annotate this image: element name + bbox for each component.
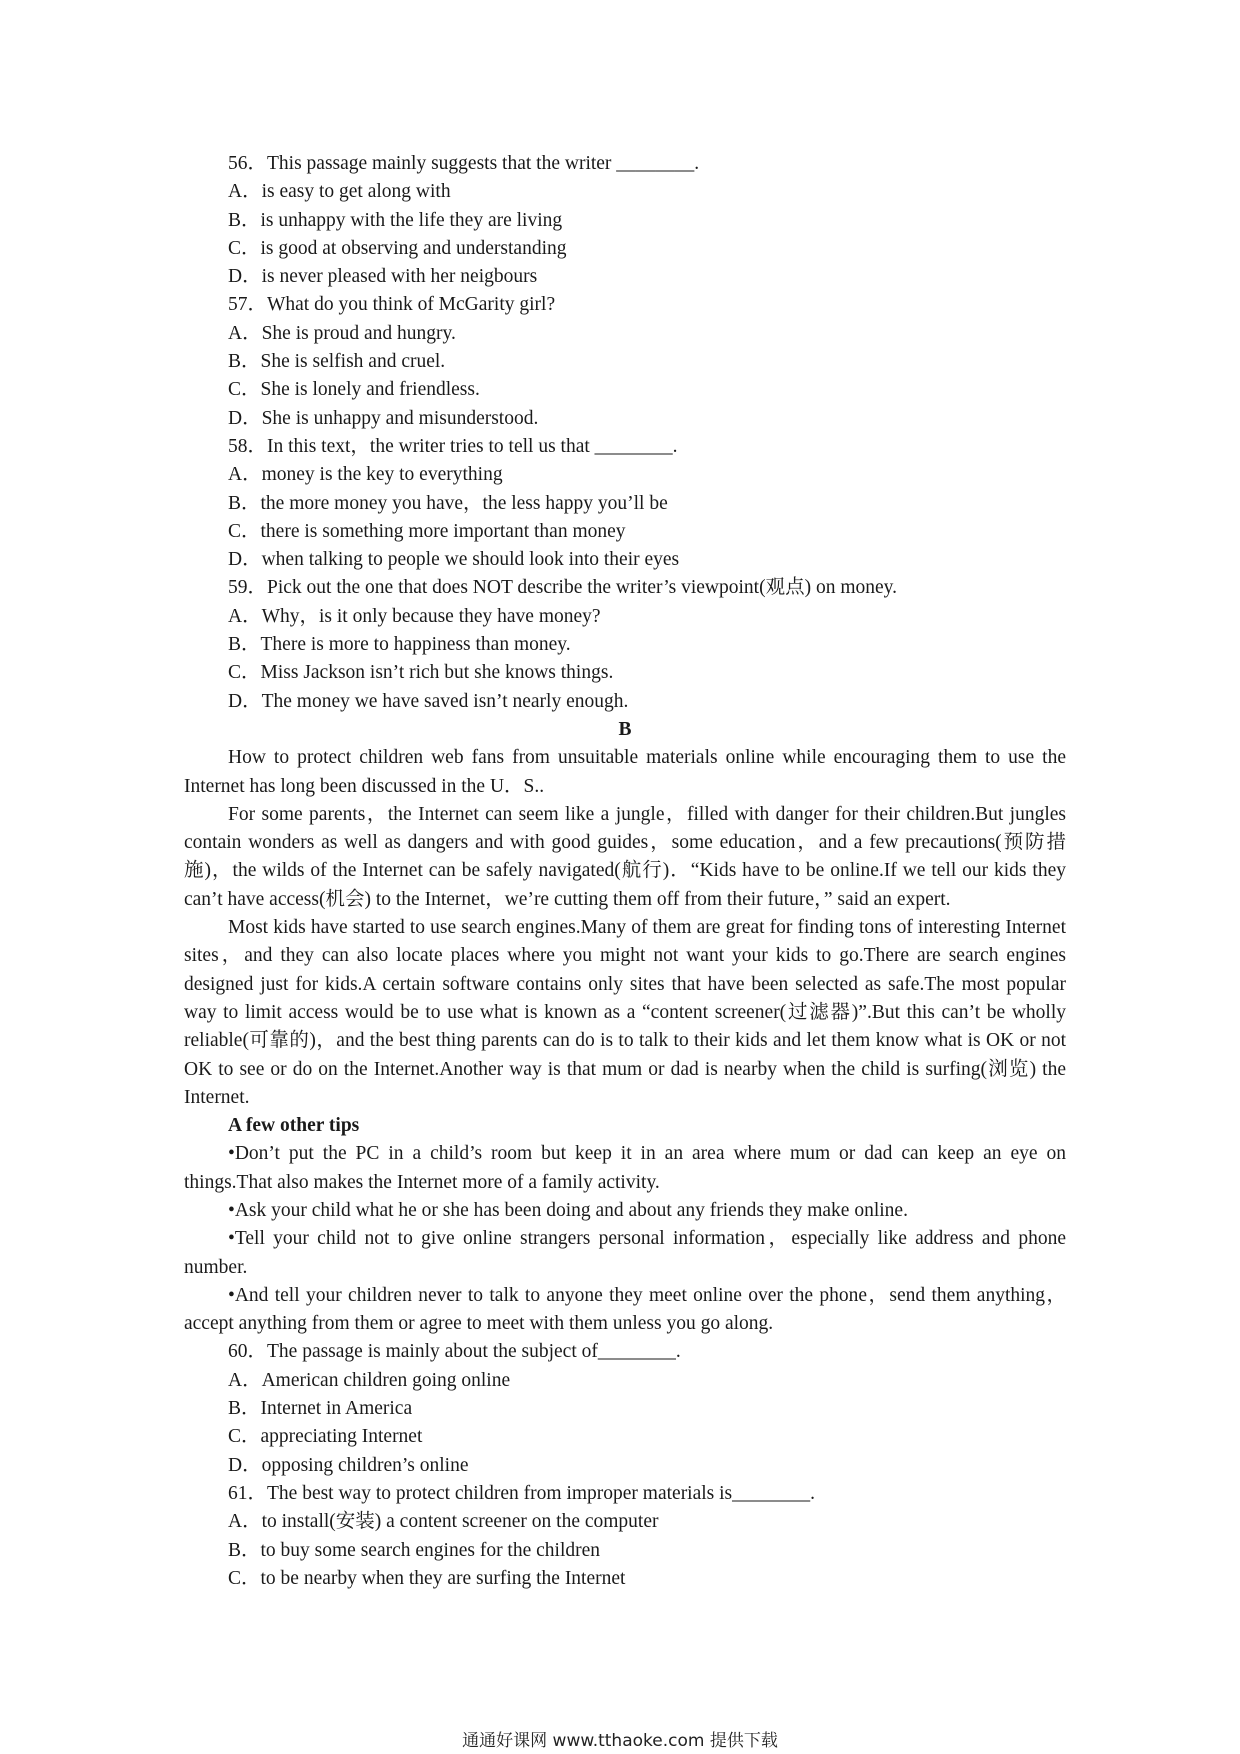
question-60-option-b: B．Internet in America <box>228 1398 413 1420</box>
question-57-option-d: D．She is unhappy and misunderstood. <box>228 407 539 429</box>
question-59-stem: 59．Pick out the one that does NOT describe the writer’s viewpoint(观点) on money. <box>228 577 898 599</box>
question-57-option-c: C．She is lonely and friendless. <box>228 379 480 401</box>
question-58-stem: 58．In this text，the writer tries to tell us that ________. <box>228 435 678 457</box>
question-60-option-a: A．American children going online <box>228 1369 511 1391</box>
question-57-stem: 57．What do you think of McGarity girl? <box>228 294 556 316</box>
question-56-option-b: B．is unhappy with the life they are living <box>228 209 563 231</box>
question-58-option-b: B．the more money you have，the less happy you’ll be <box>228 492 668 514</box>
question-58-option-a: A．money is the key to everything <box>228 464 503 486</box>
document-page <box>184 150 1066 1593</box>
question-56-option-d: D．is never pleased with her neigbours <box>228 266 538 288</box>
section-b-heading: B <box>618 718 632 740</box>
tips-heading: A few other tips <box>228 1115 360 1137</box>
question-56-option-c: C．is good at observing and understanding <box>228 237 567 259</box>
question-58-option-d: D．when talking to people we should look into their eyes <box>228 549 680 571</box>
tip-item: •And tell your children never to talk to anyone they meet online over the phone，send them anything，accept anything from them or agree to meet with them unless you go along. <box>184 1284 1066 1335</box>
question-61-option-a: A．to install(安装) a content screener on the computer <box>228 1511 659 1533</box>
question-59-option-d: D．The money we have saved isn’t nearly enough. <box>228 690 629 712</box>
tip-item: •Tell your child not to give online strangers personal information，especially like address and phone number. <box>184 1228 1066 1278</box>
question-61-option-b: B．to buy some search engines for the children <box>228 1539 601 1561</box>
passage-paragraph-1: How to protect children web fans from unsuitable materials online while encouraging them to use the Internet has long been discussed in the U．S.. <box>184 747 1066 797</box>
question-60-option-c: C．appreciating Internet <box>228 1426 423 1448</box>
question-56-option-a: A．is easy to get along with <box>228 181 451 203</box>
passage-paragraph-3: Most kids have started to use search engines.Many of them are great for finding tons of interesting Internet sites，and they can also locate places where you might not want your kids to go.There are search engines designed just for kids.A certain software contains only sites that have been selected as safe.The most popular way to limit access would be to use what is known as a “content screener(过滤器)”.But this can’t be wholly reliable(可靠的)，and the best thing parents can do is to talk to their kids and let them know what is OK or not OK to see or do on the Internet.Another way is that mum or dad is nearby when the child is surfing(浏览) the Internet. <box>184 917 1066 1108</box>
question-60-stem: 60．The passage is mainly about the subject of________. <box>228 1341 681 1363</box>
question-60-option-d: D．opposing children’s online <box>228 1454 469 1476</box>
question-56-stem: 56．This passage mainly suggests that the writer ________. <box>228 153 700 174</box>
question-59-option-a: A．Why，is it only because they have money? <box>228 605 601 627</box>
page-footer: 通通好课网 www.tthaoke.com 提供下载 <box>462 1731 778 1751</box>
question-57-option-a: A．She is proud and hungry. <box>228 322 456 344</box>
passage-paragraph-2: For some parents，the Internet can seem like a jungle，filled with danger for their children.But jungles contain wonders as well as dangers and with good guides，some education，and a few precautions(预防措施)，the wilds of the Internet can be safely navigated(航行)．“Kids have to be online.If we tell our kids they can’t have access(机会) to the Internet，we’re cutting them off from their future，” said an expert. <box>184 803 1066 910</box>
question-59-option-c: C．Miss Jackson isn’t rich but she knows things. <box>228 662 614 684</box>
question-61-option-c: C．to be nearby when they are surfing the Internet <box>228 1567 626 1589</box>
question-58-option-c: C．there is something more important than money <box>228 520 626 542</box>
question-59-option-b: B．There is more to happiness than money. <box>228 634 571 656</box>
tip-item: •Ask your child what he or she has been doing and about any friends they make online. <box>228 1199 908 1221</box>
tip-item: •Don’t put the PC in a child’s room but keep it in an area where mum or dad can keep an eye on things.That also makes the Internet more of a family activity. <box>184 1143 1066 1193</box>
question-61-stem: 61．The best way to protect children from improper materials is________. <box>228 1482 816 1504</box>
question-57-option-b: B．She is selfish and cruel. <box>228 351 446 373</box>
